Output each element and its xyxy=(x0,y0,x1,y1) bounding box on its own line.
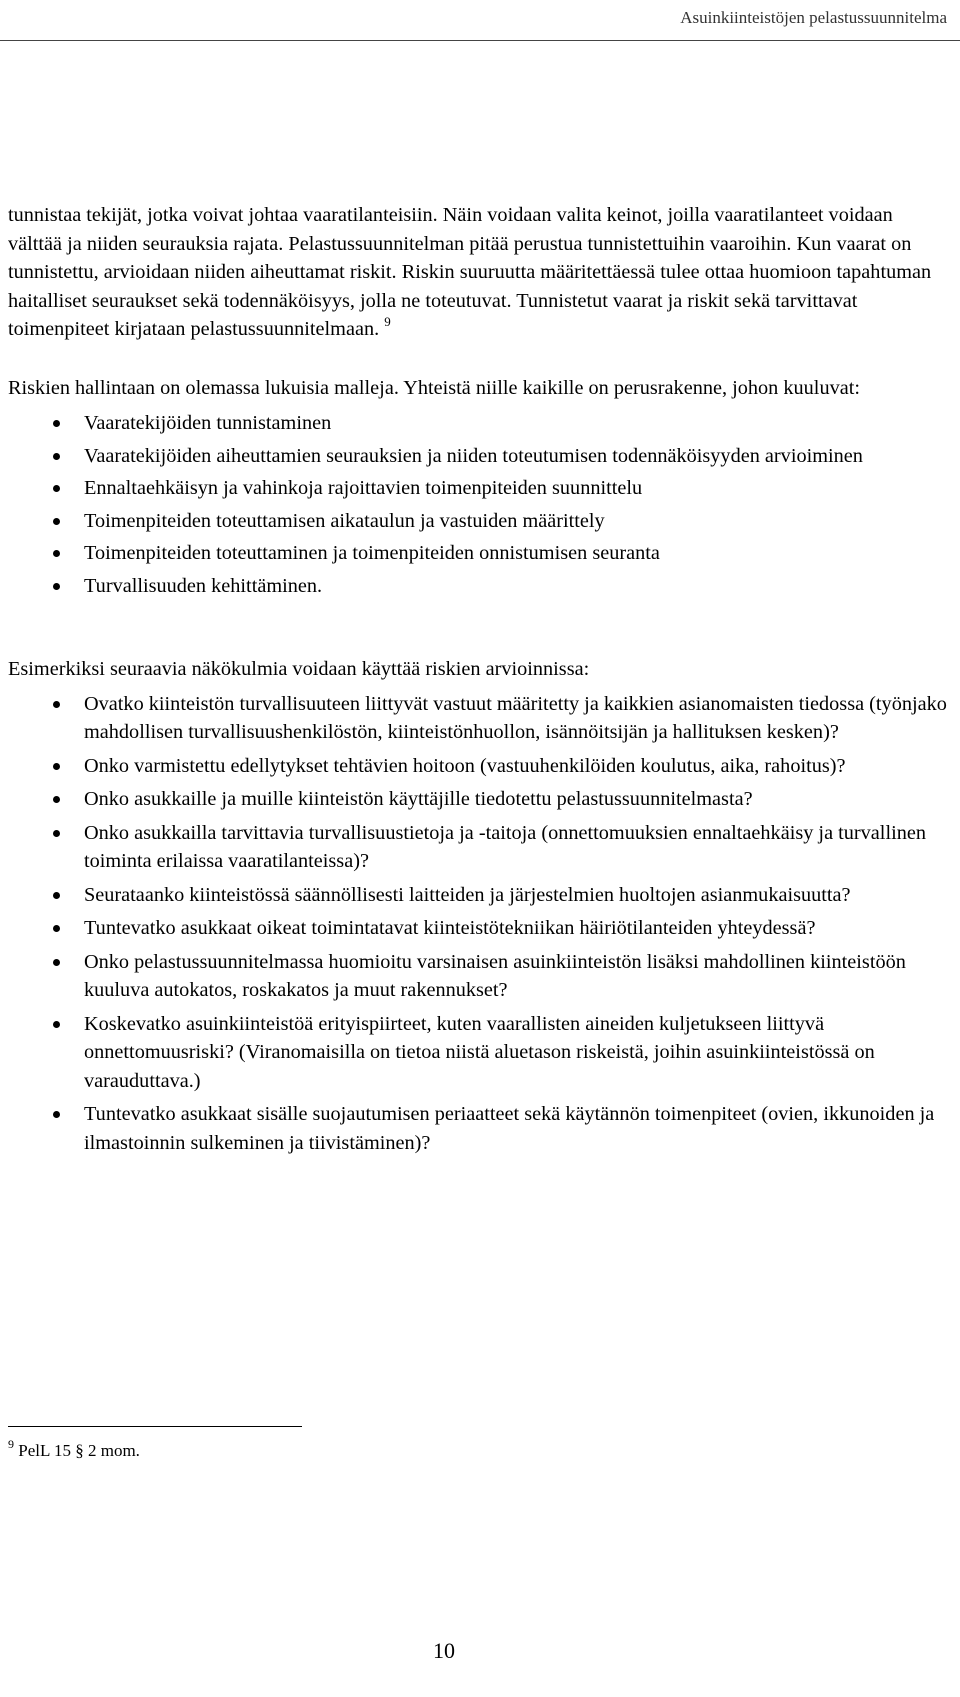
list-item-text: Tuntevatko asukkaat oikeat toimintatavat kiinteistötekniikan häiriötilanteiden yhteydessä? xyxy=(84,917,816,939)
bullet-icon xyxy=(53,701,60,708)
list-item-text: Onko varmistettu edellytykset tehtävien hoitoon (vastuuhenkilöiden koulutus, aika, rahoitus)? xyxy=(84,754,846,777)
footnote-text: PelL 15 § 2 mom. xyxy=(18,1441,140,1460)
bullet-icon xyxy=(53,1021,60,1028)
list-item-text: Koskevatko asuinkiinteistöä erityispiirteet, kuten vaarallisten aineiden kuljetukseen liittyvä onnettomuusriski? (Viranomaisilla on tietoa niistä aluetason riskeistä, joihin asuinkiinteistössä on varauduttava.) xyxy=(84,1012,875,1092)
list-item xyxy=(8,539,948,568)
bullet-icon xyxy=(53,925,60,932)
list-item-text: Tuntevatko asukkaat sisälle suojautumisen periaatteet sekä käytännön toimenpiteet (ovien, ikkunoiden ja ilmastoinnin sulkeminen ja tiivistäminen)? xyxy=(84,1103,935,1154)
bullet-icon xyxy=(53,830,60,837)
bullet-icon xyxy=(53,959,60,966)
list-item xyxy=(8,474,948,503)
list-item xyxy=(8,819,948,876)
list-item-text: Onko pelastussuunnitelmassa huomioitu varsinaisen asuinkiinteistön lisäksi mahdollinen kiinteistöön kuuluva autokatos, roskakatos ja muut rakennukset? xyxy=(84,950,906,1001)
header-title: Asuinkiinteistöjen pelastussuunnitelma xyxy=(680,8,947,27)
list-item xyxy=(8,752,948,781)
bullet-icon xyxy=(53,453,60,460)
list-item-text: Toimenpiteiden toteuttamisen aikataulun ja vastuiden määrittely xyxy=(84,509,605,532)
list-item xyxy=(8,914,948,943)
bullet-icon xyxy=(53,550,60,557)
list-item-text: Toimenpiteiden toteuttaminen ja toimenpiteiden onnistumisen seuranta xyxy=(84,542,660,564)
paragraph-risk-identification xyxy=(8,201,948,344)
bullet-icon xyxy=(53,518,60,525)
list-item-text: Ovatko kiinteistön turvallisuuteen liittyvät vastuut määritetty ja kaikkien asianomaisten tiedossa (työnjako mahdollisen turvallisuushenkilöstön, kiinteistönhuollon, isännöitsijän ja hallituksen kesken)? xyxy=(84,692,947,743)
footnote-divider xyxy=(8,1426,302,1427)
page-number: 10 xyxy=(433,1638,455,1663)
list-item-text: Seurataanko kiinteistössä säännöllisesti laitteiden ja järjestelmien huoltojen asianmukaisuutta? xyxy=(84,883,851,906)
list-item xyxy=(8,442,948,471)
list-item-text: Onko asukkaille ja muille kiinteistön käyttäjille tiedotettu pelastussuunnitelmasta? xyxy=(84,788,753,810)
paragraph-1-text: tunnistaa tekijät, jotka voivat johtaa vaaratilanteisiin. Näin voidaan valita keinot, joilla vaaratilanteet voidaan välttää ja niiden seurauksia rajata. Pelastussuunnitelman pitää perustua tunnistettuihin vaaroihin. Kun vaarat on tunnistettu, arvioidaan niiden aiheuttamat riskit. Riskin suuruutta määritettäessä tulee ottaa huomioon tapahtuman haitalliset seuraukset sekä todennäköisyys, jolla ne toteutuvat. Tunnistetut vaarat ja riskit sekä tarvittavat toimenpiteet kirjataan pelastussuunnitelmaan. xyxy=(8,204,932,340)
bullet-icon xyxy=(53,420,60,427)
paragraph-assessment-perspectives: Esimerkiksi seuraavia näkökulmia voidaan käyttää riskien arvioinnissa: xyxy=(8,658,590,680)
list-item xyxy=(8,1010,948,1096)
document-body xyxy=(8,201,948,1162)
bullet-icon xyxy=(53,763,60,770)
assessment-questions-list xyxy=(8,690,948,1158)
bullet-icon xyxy=(53,1111,60,1118)
header-divider xyxy=(0,40,960,41)
bullet-icon xyxy=(53,892,60,899)
list-item-text: Vaaratekijöiden tunnistaminen xyxy=(84,412,332,434)
list-item xyxy=(8,409,948,438)
footnote-reference: 9 xyxy=(384,314,391,329)
list-item xyxy=(8,572,948,601)
paragraph-risk-models: Riskien hallintaan on olemassa lukuisia malleja. Yhteistä niille kaikille on perusrakenne, johon kuuluvat: xyxy=(8,376,860,399)
list-item-text: Onko asukkailla tarvittavia turvallisuustietoja ja -taitoja (onnettomuuksien ennaltaehkäisy ja turvallinen toiminta erilaissa vaaratilanteissa)? xyxy=(84,821,926,872)
list-item xyxy=(8,948,948,1005)
list-item-text: Ennaltaehkäisyn ja vahinkoja rajoittavien toimenpiteiden suunnittelu xyxy=(84,477,643,499)
list-item xyxy=(8,1100,948,1157)
list-item-text: Turvallisuuden kehittäminen. xyxy=(84,574,323,597)
footnote xyxy=(8,1437,140,1462)
bullet-icon xyxy=(53,485,60,492)
bullet-icon xyxy=(53,583,60,590)
risk-management-steps-list xyxy=(8,409,948,600)
bullet-icon xyxy=(53,796,60,803)
list-item xyxy=(8,785,948,814)
page-header xyxy=(0,8,960,28)
list-item xyxy=(8,690,948,747)
list-item xyxy=(8,881,948,910)
footnote-number: 9 xyxy=(8,1437,14,1451)
list-item-text: Vaaratekijöiden aiheuttamien seurauksien ja niiden toteutumisen todennäköisyyden arvioiminen xyxy=(84,444,863,467)
list-item xyxy=(8,507,948,536)
